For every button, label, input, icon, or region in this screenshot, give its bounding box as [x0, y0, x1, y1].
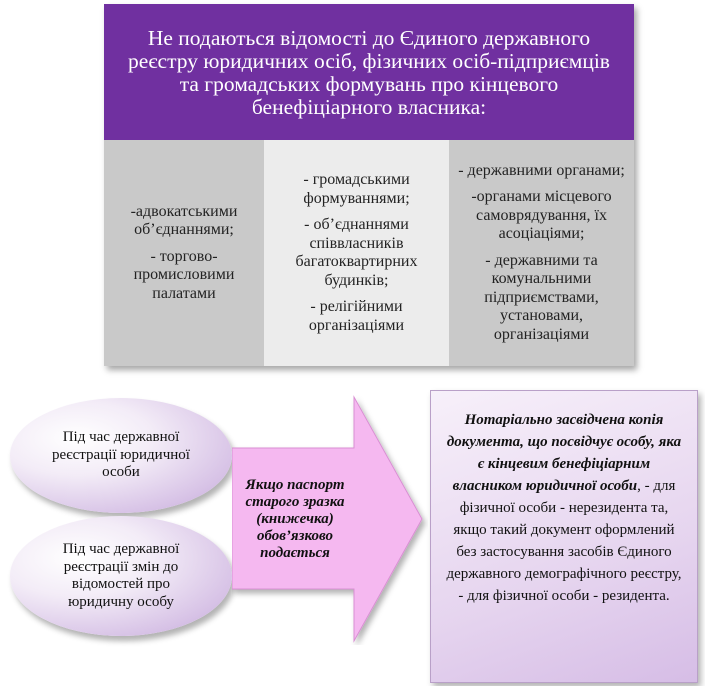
arrow-text: Якщо паспорт старого зразка (книжечка) обов’язково подається [245, 476, 345, 561]
panel-header [104, 4, 634, 140]
passport-arrow [232, 393, 428, 645]
document-requirement-lead: Нотаріально засвідчена копія документа, що посвідчує особу, яка є кінцевим бенефіціарним власником юридичної особи [446, 412, 682, 494]
column-1-item-1: -адвокатськими об’єднаннями; [130, 202, 238, 239]
changes-registration-ellipse-text: Під час державної реєстрації змін до відомостей про юридичну особу [62, 541, 180, 610]
registration-ellipse-text: Під час державної реєстрації юридичної особи [52, 429, 190, 481]
column-2-item-1: - громадськими формуваннями; [303, 171, 410, 207]
document-requirement-rest: , - для фізичної особи - нерезидента та, якщо такий документ оформлений без застосування засобів Єдиного державного демографічного реєстру, - для фізичної особи - резидента. [446, 478, 682, 604]
column-1-item-2: - торгово-промисловими палатами [133, 247, 235, 302]
column-3 [449, 140, 634, 366]
column-1 [104, 140, 264, 366]
column-2-item-2: - об’єднаннями співвласників багатоквартирних будинків; [295, 216, 418, 289]
column-3-item-2: -органами місцевого самоврядування, їх асоціаціями; [471, 188, 612, 243]
registration-ellipse [10, 398, 232, 513]
document-requirement-box [430, 390, 698, 683]
column-2-item-3: - релігійними організаціями [308, 298, 405, 334]
excluded-entities-panel [104, 4, 634, 366]
column-3-item-1: - державними органами; [458, 161, 625, 179]
column-3-item-3: - державними та комунальними підприємствами, установами, організаціями [484, 251, 599, 343]
column-2 [264, 140, 449, 366]
changes-registration-ellipse [10, 516, 232, 636]
panel-header-text: Не подаються відомості до Єдиного державного реєстру юридичних осіб, фізичних осіб-підприємців та громадських формувань про кінцевого бенефіціарного власника: [128, 26, 610, 119]
